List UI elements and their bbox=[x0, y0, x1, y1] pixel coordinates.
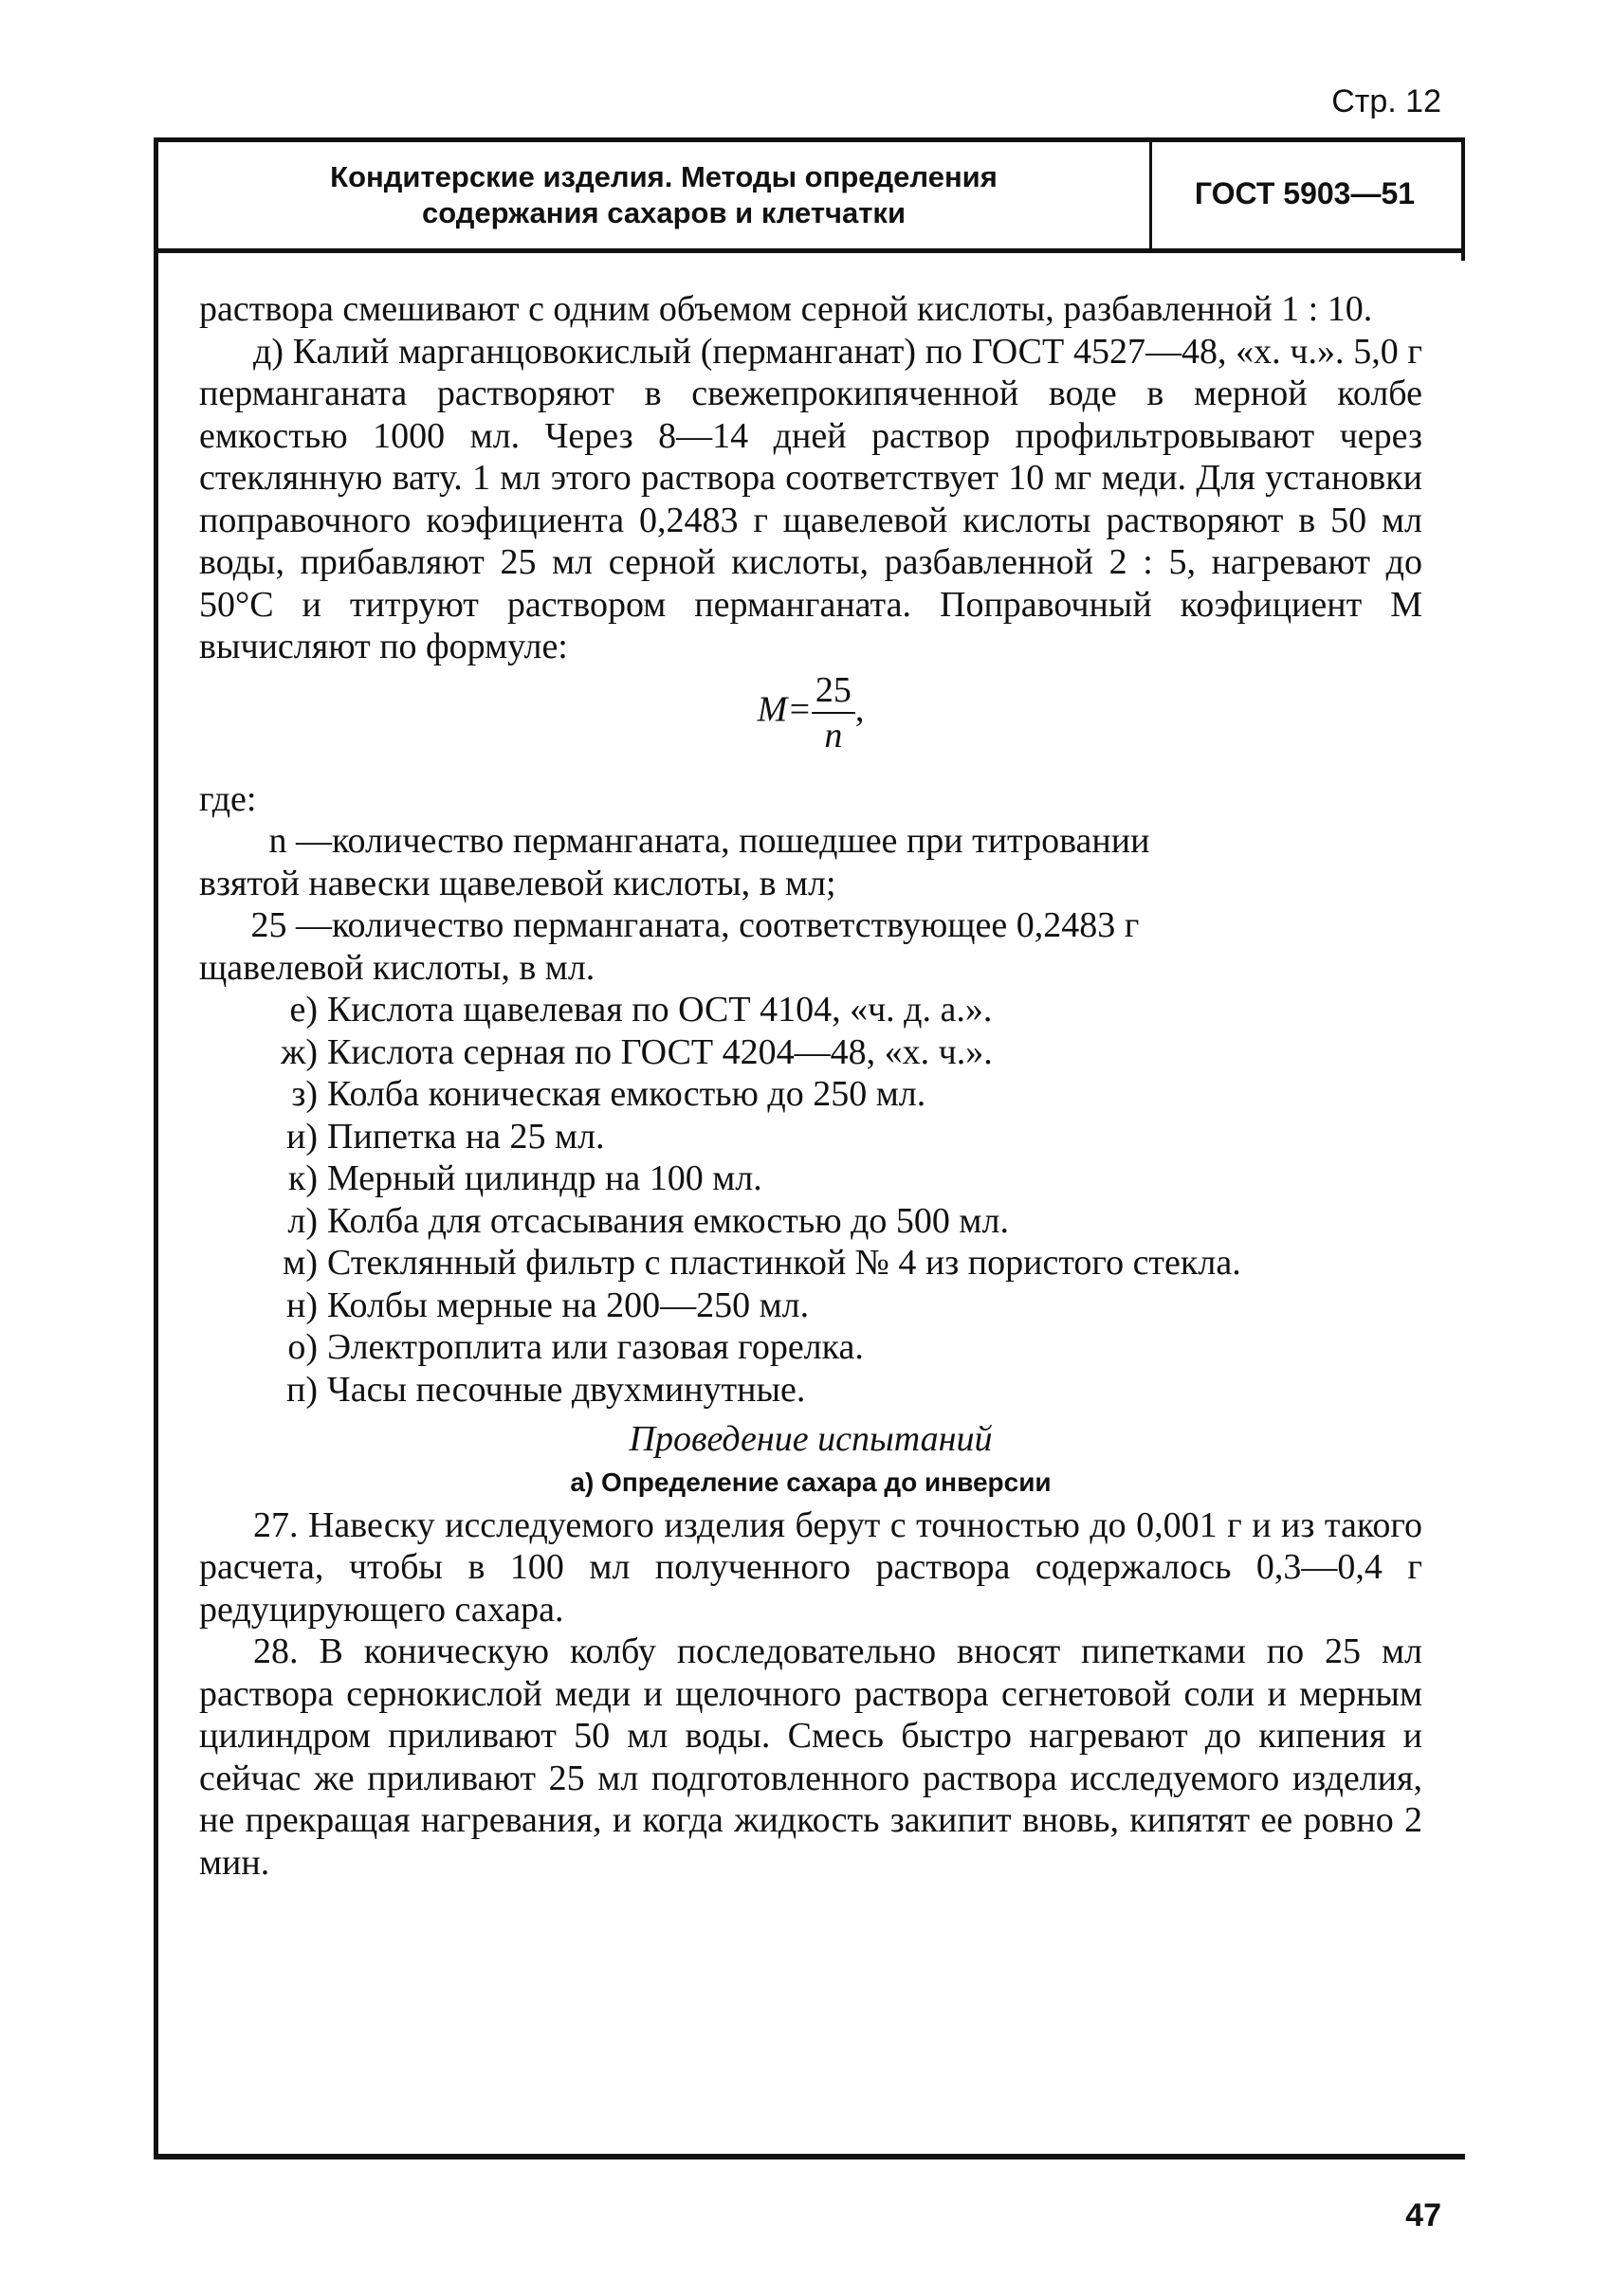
footer-rule bbox=[154, 2154, 1465, 2159]
section-title: Проведение испытаний bbox=[629, 1419, 993, 1459]
page-label: Стр. 12 bbox=[1331, 83, 1441, 119]
definition-25-line1: количество перманганата, соответствующее 0,2483 г bbox=[332, 905, 1140, 945]
list-item bbox=[199, 1073, 1422, 1116]
list-item bbox=[199, 1031, 1422, 1074]
definition-25 bbox=[199, 904, 1422, 947]
formula-fraction bbox=[812, 668, 855, 757]
list-item-text: Мерный цилиндр на 100 мл. bbox=[327, 1158, 762, 1198]
list-item-label: е) bbox=[289, 990, 318, 1030]
definition-n-line2: взятой навески щавелевой кислоты, в мл; bbox=[199, 863, 836, 903]
header-top-rule bbox=[154, 137, 1465, 142]
header-title-line2: содержания сахаров и клетчатки bbox=[421, 196, 907, 229]
right-frame-rule bbox=[1461, 137, 1465, 261]
definition-n-label: n — bbox=[268, 821, 332, 861]
definition-25-line2: щавелевой кислоты, в мл. bbox=[199, 947, 595, 988]
list-item bbox=[199, 989, 1422, 1031]
list-item-text: Часы песочные двухминутные. bbox=[327, 1369, 806, 1410]
list-item-label: з) bbox=[291, 1074, 318, 1114]
formula-tail: , bbox=[854, 689, 865, 730]
where-label: где: bbox=[199, 778, 257, 819]
definition-25-label: 25 — bbox=[250, 905, 332, 945]
definition-n bbox=[199, 820, 1422, 863]
formula-denominator: n bbox=[824, 715, 843, 756]
list-item bbox=[199, 1242, 1422, 1285]
list-item-text: Колба для отсасывания емкостью до 500 мл. bbox=[327, 1200, 1009, 1241]
list-item-text: Пипетка на 25 мл. bbox=[327, 1116, 605, 1157]
list-item-label: к) bbox=[287, 1158, 318, 1198]
list-item bbox=[199, 1285, 1422, 1327]
list-item bbox=[199, 1369, 1422, 1412]
paragraph-28: 28. В коническую колбу последовательно вносят пипетками по 25 мл раствора сернокислой меди и щелочного раствора сегнетовой соли и мерным цилиндром приливают 50 мл воды. Смесь быстро нагревают до кипения и сейчас же приливают 25 мл подготовленного раствора исследуемого изделия, не прекращая нагревания, и когда жидкость закипит вновь, кипятят ее ровно 2 мин. bbox=[199, 1631, 1422, 1883]
list-item-text: Электроплита или газовая горелка. bbox=[327, 1327, 864, 1367]
list-item-text: Стеклянный фильтр с пластинкой № 4 из пористого стекла. bbox=[327, 1243, 1241, 1283]
list-item bbox=[199, 1116, 1422, 1158]
formula-numerator: 25 bbox=[812, 668, 855, 714]
page-number: 47 bbox=[1405, 2197, 1441, 2233]
list-item-text: Колбы мерные на 200—250 мл. bbox=[327, 1285, 810, 1325]
list-item-label: о) bbox=[287, 1327, 318, 1367]
formula bbox=[199, 668, 1422, 774]
standard-number: ГОСТ 5903—51 bbox=[1194, 176, 1416, 210]
body-text bbox=[199, 288, 1422, 1884]
paragraph-continuation: раствора смешивают с одним объемом серной кислоты, разбавленной 1 : 10. bbox=[199, 289, 1373, 329]
header-title bbox=[190, 159, 1138, 231]
list-item-label: н) bbox=[286, 1285, 318, 1325]
list-item-label: п) bbox=[286, 1369, 318, 1410]
list-item bbox=[199, 1326, 1422, 1369]
left-frame-rule bbox=[154, 137, 158, 2157]
paragraph-permanganate: д) Калий марганцовокислый (перманганат) по ГОСТ 4527—48, «х. ч.». 5,0 г перманганата растворяют в свежепрокипяченной воде в мерной колбе емкостью 1000 мл. Через 8—14 дней раствор профильтровывают через стеклянную вату. 1 мл этого раствора соответствует 10 мг меди. Для установки поправочного коэфициента 0,2483 г щавелевой кислоты растворяют в 50 мл воды, прибавляют 25 мл серной кислоты, разбавленной 2 : 5, нагревают до 50°С и титруют раствором перманганата. Поправочный коэфициент М вычисляют по формуле: bbox=[199, 331, 1422, 666]
header-bottom-rule bbox=[154, 248, 1465, 253]
list-item-text: Кислота серная по ГОСТ 4204—48, «х. ч.». bbox=[327, 1031, 993, 1072]
header-title-line1: Кондитерские изделия. Методы определения bbox=[330, 160, 998, 193]
list-item bbox=[199, 1200, 1422, 1243]
definition-n-line1: количество перманганата, пошедшее при титровании bbox=[332, 821, 1150, 861]
equipment-list bbox=[199, 989, 1422, 1411]
header-separator bbox=[1149, 142, 1152, 248]
list-item-label: ж) bbox=[281, 1031, 318, 1072]
list-item-label: л) bbox=[287, 1200, 318, 1241]
list-item-text: Кислота щавелевая по ОСТ 4104, «ч. д. а.». bbox=[327, 990, 993, 1030]
list-item bbox=[199, 1157, 1422, 1200]
list-item-text: Колба коническая емкостью до 250 мл. bbox=[327, 1074, 926, 1114]
list-item-label: м) bbox=[283, 1243, 318, 1283]
list-item-label: и) bbox=[286, 1116, 318, 1157]
paragraph-27: 27. Навеску исследуемого изделия берут с точностью до 0,001 г и из такого расчета, чтобы в 100 мл полученного раствора содержалось 0,3—0,4 г редуцирующего сахара. bbox=[199, 1504, 1422, 1630]
subsection-title: а) Определение сахара до инверсии bbox=[570, 1467, 1052, 1497]
formula-lhs: M= bbox=[757, 689, 812, 730]
